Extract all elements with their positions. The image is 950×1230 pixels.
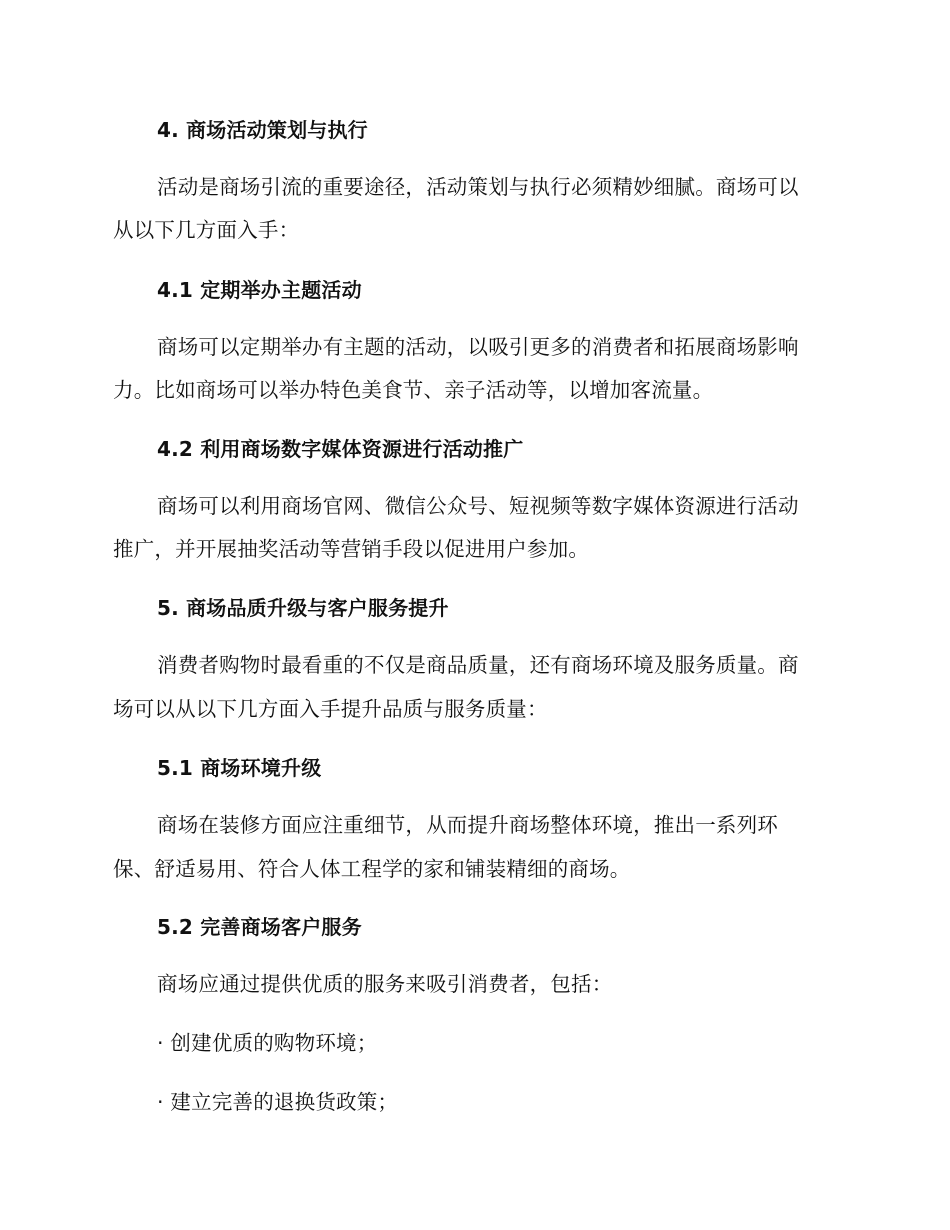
section-heading-5-1: 5.1 商场环境升级 — [157, 756, 322, 780]
section-heading-4-1: 4.1 定期举办主题活动 — [157, 278, 362, 302]
paragraph-line: 从以下几方面入手： — [113, 218, 300, 242]
paragraph-line: 商场在装修方面应注重细节，从而提升商场整体环境，推出一系列环 — [157, 813, 778, 837]
paragraph-line: 活动是商场引流的重要途径，活动策划与执行必须精妙细腻。商场可以 — [157, 175, 799, 199]
section-heading-4-2: 4.2 利用商场数字媒体资源进行活动推广 — [157, 437, 524, 461]
section-heading-5: 5. 商场品质升级与客户服务提升 — [157, 596, 449, 620]
bullet-item: · 创建优质的购物环境； — [157, 1031, 378, 1055]
paragraph-line: 商场可以利用商场官网、微信公众号、短视频等数字媒体资源进行活动 — [157, 494, 799, 518]
bullet-item: · 建立完善的退换货政策； — [157, 1090, 399, 1114]
section-heading-4: 4. 商场活动策划与执行 — [157, 118, 368, 142]
paragraph-line: 场可以从以下几方面入手提升品质与服务质量： — [113, 697, 548, 721]
paragraph-line: 商场可以定期举办有主题的活动，以吸引更多的消费者和拓展商场影响 — [157, 335, 799, 359]
paragraph-line: 保、舒适易用、符合人体工程学的家和铺装精细的商场。 — [113, 857, 631, 881]
paragraph-line: 力。比如商场可以举办特色美食节、亲子活动等，以增加客流量。 — [113, 378, 714, 402]
section-heading-5-2: 5.2 完善商场客户服务 — [157, 915, 362, 939]
paragraph-line: 消费者购物时最看重的不仅是商品质量，还有商场环境及服务质量。商 — [157, 653, 799, 677]
paragraph-line: 推广，并开展抽奖活动等营销手段以促进用户参加。 — [113, 537, 590, 561]
paragraph-line: 商场应通过提供优质的服务来吸引消费者，包括： — [157, 972, 613, 996]
